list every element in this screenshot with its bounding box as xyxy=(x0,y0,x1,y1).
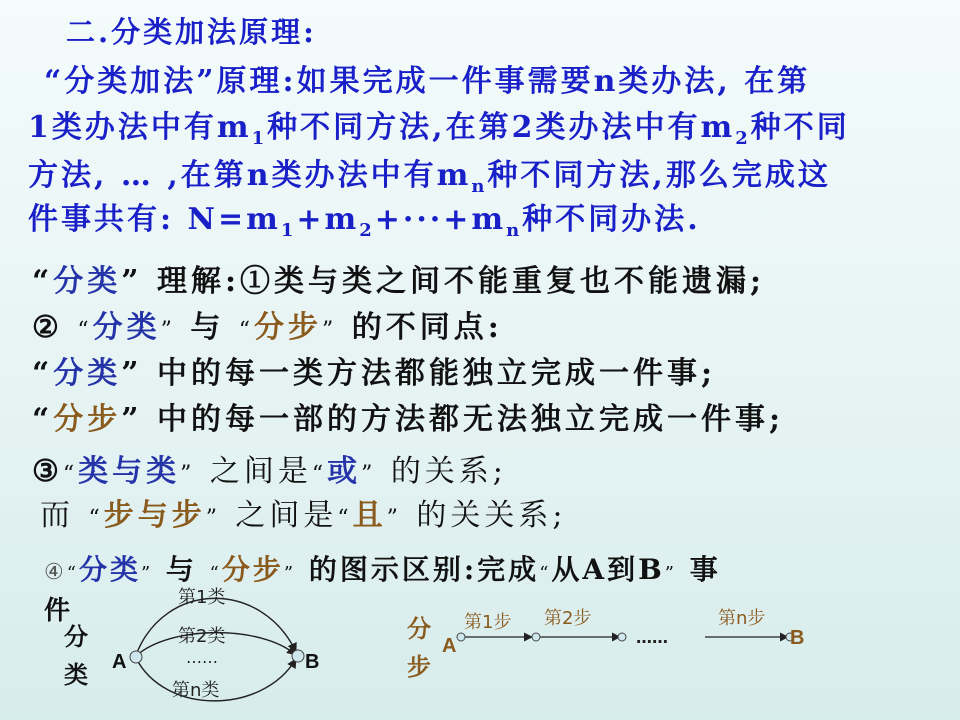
understanding-line-6 xyxy=(40,490,566,534)
quote-mark: ” xyxy=(361,462,377,487)
principle-line-1 xyxy=(44,56,810,100)
step-node-1 xyxy=(532,633,540,641)
class-dots: …… xyxy=(186,648,218,667)
understanding-line-3 xyxy=(32,348,716,392)
understanding-text: 的图示区别:完成 xyxy=(308,553,540,586)
step-2-label: 第2步 xyxy=(544,608,592,629)
understanding-line-1 xyxy=(32,256,765,300)
quote-mark: ” xyxy=(664,563,677,584)
understanding-text: 的关关系; xyxy=(416,498,567,533)
understanding-text: 而 xyxy=(40,498,74,533)
quote-mark: ” xyxy=(322,318,338,343)
principle-text: 原理:如果完成一件事需要n类办法, 在第 xyxy=(216,64,811,99)
understanding-line-2 xyxy=(32,302,503,346)
circled-number: ④ xyxy=(44,560,67,585)
quote-mark: “ xyxy=(238,318,255,343)
node-b xyxy=(292,650,304,662)
step-1-label: 第1步 xyxy=(464,612,512,633)
principle-line-2 xyxy=(28,102,850,149)
understanding-text: 的关系; xyxy=(390,454,507,489)
quote-mark: ” xyxy=(160,318,176,343)
understanding-text: 理解:①类与类之间不能重复也不能遗漏; xyxy=(156,264,766,299)
principle-text: +···+m xyxy=(374,202,507,237)
quote-mark: “ xyxy=(66,563,79,584)
principle-text: 种不同方法,在第2类办法中有m xyxy=(267,110,736,145)
classify-vs-step-diagram xyxy=(0,580,960,720)
step-node-a xyxy=(457,633,465,641)
understanding-text: 中的每一部的方法都无法独立完成一件事; xyxy=(156,402,785,437)
principle-quote: “分类加法” xyxy=(44,64,217,99)
step-n-label: 第n步 xyxy=(718,608,766,629)
keyword-step: 分步 xyxy=(254,310,323,345)
subscript: 1 xyxy=(251,128,268,149)
subscript: 2 xyxy=(359,220,375,241)
keyword-step: 分步 xyxy=(53,402,122,437)
quote-mark: ” xyxy=(140,563,154,584)
node-b-label: B xyxy=(305,651,320,673)
understanding-text: 的不同点: xyxy=(351,310,503,345)
understanding-text: 之间是 xyxy=(235,498,338,533)
keyword-from-a-to-b: 从A到B xyxy=(551,553,665,586)
label-char: 步 xyxy=(407,652,431,681)
principle-text: 种不同 xyxy=(750,110,850,145)
step-node-b-label: B xyxy=(790,627,805,649)
section-heading: 二.分类加法原理: xyxy=(66,15,317,49)
label-char: 分 xyxy=(407,614,431,643)
quote-mark: ” xyxy=(386,506,402,531)
understanding-text: 之间是 xyxy=(209,454,312,489)
class-1-label: 第1类 xyxy=(178,587,226,608)
understanding-text: 与 xyxy=(190,310,225,345)
quote-mark: “ xyxy=(32,402,54,437)
keyword-classify: 分类 xyxy=(78,553,141,586)
understanding-text: 事 xyxy=(689,553,721,586)
keyword-and: 且 xyxy=(352,498,387,533)
understanding-line-5 xyxy=(32,446,507,490)
quote-mark: “ xyxy=(337,506,353,531)
node-a-label: A xyxy=(112,651,127,673)
quote-mark: “ xyxy=(311,462,328,487)
understanding-text: 与 xyxy=(165,553,197,586)
keyword-or: 或 xyxy=(327,454,362,489)
keyword-step-and-step: 步与步 xyxy=(103,498,206,533)
step-dots: …… xyxy=(636,628,668,647)
principle-line-3 xyxy=(28,150,831,197)
principle-text: 1类办法中有m xyxy=(28,110,252,145)
step-node-2 xyxy=(618,633,626,641)
quote-mark: ” xyxy=(283,563,297,584)
quote-mark: “ xyxy=(539,563,552,584)
quote-mark: “ xyxy=(32,264,54,299)
class-2-label: 第2类 xyxy=(178,626,226,647)
quote-mark: ” xyxy=(180,462,196,487)
subscript: 1 xyxy=(280,220,297,241)
principle-text: 种不同方法,那么完成这 xyxy=(487,158,831,193)
label-char: 类 xyxy=(64,660,88,689)
keyword-class-and-class: 类与类 xyxy=(78,454,181,489)
node-a xyxy=(130,651,142,663)
subscript: 2 xyxy=(735,128,751,149)
keyword-step: 分步 xyxy=(221,553,284,586)
class-n-label: 第n类 xyxy=(172,680,220,701)
keyword-classify: 分类 xyxy=(53,264,122,299)
principle-text: 种不同办法. xyxy=(522,202,701,237)
principle-text: 件事共有: N=m xyxy=(28,202,281,237)
step-node-a-label: A xyxy=(442,635,457,657)
principle-text: 方法, … ,在第n类办法中有m xyxy=(28,158,472,193)
quote-mark: ” xyxy=(121,356,143,391)
circled-number: ② xyxy=(32,310,63,345)
quote-mark: ” xyxy=(121,264,143,299)
quote-mark: ” xyxy=(205,506,221,531)
understanding-line-4 xyxy=(32,394,784,438)
understanding-line-7-continued: 件 xyxy=(44,596,71,626)
principle-formula-line xyxy=(28,194,701,241)
understanding-text: 中的每一类方法都能独立完成一件事; xyxy=(156,356,717,391)
quote-mark: “ xyxy=(209,563,222,584)
quote-mark: ” xyxy=(121,402,143,437)
principle-text: +m xyxy=(296,202,360,237)
label-char: 分 xyxy=(64,622,88,651)
keyword-classify: 分类 xyxy=(53,356,122,391)
subscript: n xyxy=(506,220,523,241)
quote-mark: “ xyxy=(62,462,79,487)
keyword-classify: 分类 xyxy=(92,310,161,345)
quote-mark: “ xyxy=(77,318,93,343)
subscript: n xyxy=(471,176,488,197)
quote-mark: “ xyxy=(32,356,54,391)
circled-number: ③ xyxy=(32,454,63,489)
quote-mark: “ xyxy=(88,506,104,531)
